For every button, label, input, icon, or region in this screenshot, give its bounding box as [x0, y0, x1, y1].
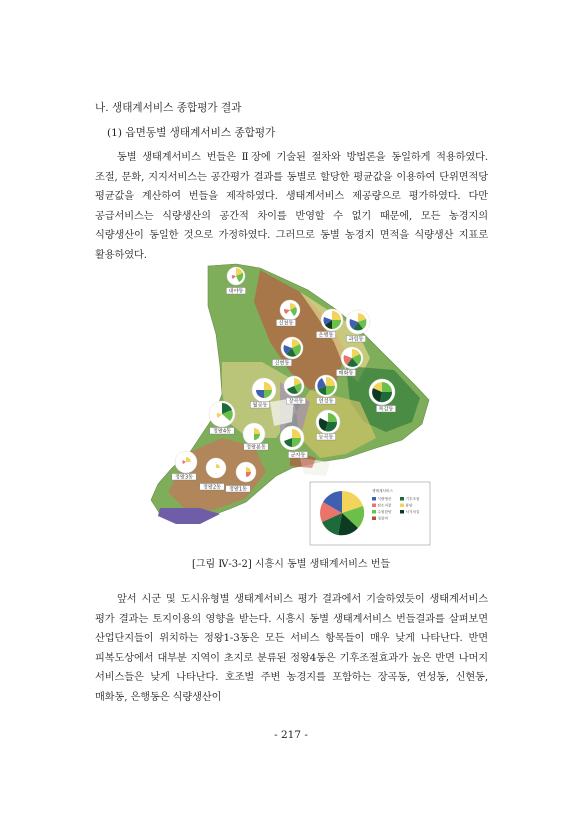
svg-text:은행동: 은행동 [318, 332, 334, 339]
pie-jeongwang3 [175, 451, 197, 473]
pie-maehwa [341, 347, 363, 369]
svg-text:매화동: 매화동 [338, 370, 354, 377]
dong-label [210, 427, 235, 435]
svg-text:능곡동: 능곡동 [318, 434, 334, 441]
dong-label [286, 397, 305, 405]
dong-label [226, 485, 251, 493]
dong-label [316, 433, 335, 441]
svg-text:식량생산: 식량생산 [377, 497, 392, 502]
svg-text:경관미: 경관미 [377, 516, 388, 521]
svg-text:정왕1동: 정왕1동 [228, 486, 248, 493]
svg-text:정왕2동: 정왕2동 [202, 484, 222, 491]
pie-jeongwang2 [206, 458, 226, 478]
pie-yeonseong [315, 375, 337, 397]
section-heading: 나. 생태계서비스 종합평가 결과 [95, 102, 242, 114]
pie-eunhaeng [321, 309, 343, 331]
pie-jeongwangbon [243, 423, 265, 445]
svg-text:장곡동: 장곡동 [288, 398, 304, 405]
figure-map [150, 262, 432, 547]
svg-text:월곶동: 월곶동 [252, 402, 268, 409]
dong-label [226, 287, 245, 295]
dong-label [316, 331, 335, 339]
pie-neunggok [316, 410, 340, 434]
svg-text:군자동: 군자동 [290, 452, 306, 459]
subsection-heading: (1) 읍면동별 생태계서비스 종합평가 [107, 127, 276, 139]
dong-label [336, 369, 355, 377]
pie-gunja [280, 426, 304, 450]
svg-text:탄소저장: 탄소저장 [377, 503, 392, 508]
page-number: - 217 - [274, 729, 308, 741]
svg-text:신천동: 신천동 [278, 320, 294, 327]
svg-text:정왕4동: 정왕4동 [212, 428, 232, 435]
svg-text:정왕본동: 정왕본동 [245, 444, 267, 451]
map-svg [150, 262, 432, 547]
pie-janggok [284, 376, 304, 396]
pie-sinhyeon [281, 337, 303, 359]
svg-text:목감동: 목감동 [378, 406, 394, 413]
svg-text:정왕3동: 정왕3동 [174, 474, 194, 481]
pie-jeongwang1 [236, 462, 256, 482]
svg-text:대야동: 대야동 [228, 288, 244, 295]
dong-label [376, 405, 395, 413]
pie-daeya [227, 267, 245, 285]
legend-box [310, 482, 430, 545]
body-paragraph-1: 동별 생태계서비스 번들은 Ⅱ장에 기술된 절차와 방법론을 동일하게 적용하였다. 조절, 문화, 지지서비스는 공간평가 결과를 동별로 할당한 평균값을 이용하여 단위면적당 평균값을 계산하여 번들을 제작하였다. 생태계서비스 제공량으로 평가하였다. 다만 공급서비스는 식량생산의 공간적 차이를 반영할 수 없기 때문에, 모든 농경지의 식량생산이 동일한 것으로 가정하였다. 그러므로 동별 농경지 면적을 식량생산 지표로 활용하였다. [95, 152, 488, 261]
pie-gwarim [346, 310, 370, 334]
body-paragraph-2: 앞서 시군 및 도시유형별 생태계서비스 평가 결과에서 기술하였듯이 생태계서비스 평가 결과는 토지이용의 영향을 받는다. 시흥시 동별 생태계서비스 번들결과를 살펴보면 산업단지들이 위치하는 정왕1-3동은 모든 서비스 항목들이 매우 낮게 나타난다. 반면 피복도상에서 대부분 지역이 초지로 분류된 정왕4동은 기후조절효과가 높은 반면 나머지 서비스들은 낮게 나타난다. 호조벌 주변 농경지를 포함하는 장곡동, 연성동, 신현동, 매화동, 은행동은 식량생산이 [95, 594, 488, 703]
dong-label [250, 401, 269, 409]
pie-jeongwang4 [209, 401, 235, 427]
legend-title: 생태계서비스 [372, 489, 393, 493]
dong-label [276, 319, 295, 327]
svg-text:과림동: 과림동 [348, 336, 364, 343]
dong-label [346, 335, 365, 343]
svg-text:연성동: 연성동 [318, 398, 334, 405]
svg-text:휴양: 휴양 [405, 503, 413, 508]
pie-sincheon [280, 300, 300, 320]
dong-label [244, 443, 269, 451]
svg-text:서식처질: 서식처질 [405, 510, 420, 515]
pie-mokgam [369, 379, 395, 405]
svg-text:기후조절: 기후조절 [405, 497, 420, 502]
dong-label [272, 359, 291, 367]
svg-text:신현동: 신현동 [274, 360, 290, 367]
figure-caption: [그림 Ⅳ-3-2] 시흥시 동별 생태계서비스 번들 [191, 559, 391, 570]
dong-label [172, 473, 197, 481]
pie-wolgot [252, 378, 276, 402]
dong-label [200, 483, 225, 491]
dong-label [316, 397, 335, 405]
dong-label [288, 451, 307, 459]
svg-text:수원함양: 수원함양 [377, 510, 392, 515]
